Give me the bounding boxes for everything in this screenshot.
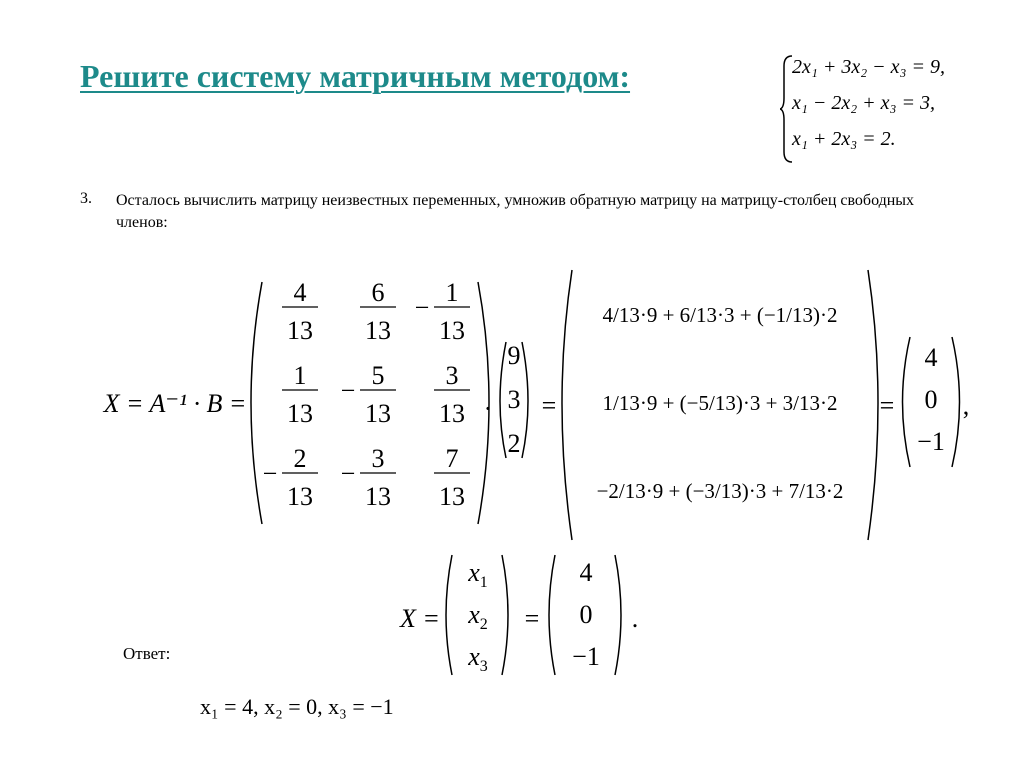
x-result-cell-1: 0 bbox=[579, 600, 593, 629]
inverse-cell-0-2-sign: − bbox=[414, 293, 430, 322]
x-label: X = bbox=[400, 604, 440, 633]
left-paren-icon bbox=[549, 555, 555, 675]
b-vector bbox=[508, 341, 521, 458]
equals-sign: = bbox=[524, 604, 540, 633]
equation-system bbox=[780, 54, 1010, 164]
left-paren-icon bbox=[446, 555, 452, 675]
answer-text: x₁ = 4, x₂ = 0, x₃ = −1 bbox=[200, 694, 394, 719]
main-equation-lhs: X = A⁻¹ · B = bbox=[103, 389, 247, 418]
inverse-cell-2-0-denominator: 13 bbox=[287, 482, 313, 511]
x-result-cell-2: −1 bbox=[572, 642, 600, 671]
x-vector bbox=[467, 558, 488, 675]
product-matrix bbox=[597, 303, 844, 503]
left-paren-icon bbox=[251, 282, 262, 524]
step-number: 3. bbox=[80, 190, 92, 207]
step-text: Осталось вычислить матрицу неизвестных переменных, умножив обратную матрицу на матрицу-столбец свободных членов: bbox=[116, 192, 915, 231]
right-paren-icon bbox=[615, 555, 621, 675]
inverse-cell-2-1-denominator: 13 bbox=[365, 482, 391, 511]
inverse-cell-2-1-numerator: 3 bbox=[371, 444, 385, 473]
x-equation bbox=[380, 545, 660, 685]
inverse-cell-0-0-numerator: 4 bbox=[293, 278, 307, 307]
inverse-cell-1-1-denominator: 13 bbox=[365, 399, 391, 428]
equals-sign: = bbox=[541, 391, 557, 420]
page-title: Решите систему матричным методом: bbox=[80, 58, 631, 94]
answer-label: Ответ: bbox=[123, 644, 171, 663]
b-vector-cell-2: 2 bbox=[507, 429, 521, 458]
result-vector bbox=[917, 343, 945, 456]
product-row-2: −2/13·9 + (−3/13)·3 + 7/13·2 bbox=[596, 479, 844, 503]
b-vector-cell-1: 3 bbox=[507, 385, 521, 414]
system-equation-1: 2x₁ + 3x₂ − x₃ = 9, bbox=[792, 56, 945, 78]
inverse-cell-2-2-denominator: 13 bbox=[439, 482, 465, 511]
system-equation-3: x₁ + 2x₃ = 2. bbox=[792, 128, 896, 150]
product-row-0: 4/13·9 + 6/13·3 + (−1/13)·2 bbox=[602, 303, 838, 327]
inverse-cell-0-1-denominator: 13 bbox=[365, 316, 391, 345]
system-equation-2: x₁ − 2x₂ + x₃ = 3, bbox=[792, 92, 935, 114]
inverse-cell-1-2-denominator: 13 bbox=[439, 399, 465, 428]
inverse-cell-2-2-numerator: 7 bbox=[445, 444, 459, 473]
x-vector-cell-1: $x_2$ bbox=[468, 600, 488, 633]
inverse-cell-2-0-numerator: 2 bbox=[293, 444, 307, 473]
main-equation bbox=[0, 262, 1024, 552]
equals-sign: = bbox=[879, 391, 895, 420]
left-paren-icon bbox=[500, 342, 506, 458]
inverse-cell-0-2-denominator: 13 bbox=[439, 316, 465, 345]
result-cell-0: 4 bbox=[924, 343, 938, 372]
x-result-vector bbox=[572, 558, 600, 671]
product-row-1: 1/13·9 + (−5/13)·3 + 3/13·2 bbox=[602, 391, 838, 415]
inverse-cell-0-1-numerator: 6 bbox=[371, 278, 385, 307]
x-vector-cell-0: $x_1$ bbox=[468, 558, 488, 591]
right-paren-icon bbox=[522, 342, 528, 458]
left-paren-icon bbox=[903, 337, 911, 467]
result-cell-1: 0 bbox=[924, 385, 938, 414]
right-paren-icon bbox=[952, 337, 960, 467]
inverse-matrix bbox=[263, 278, 470, 511]
inverse-cell-0-2-numerator: 1 bbox=[445, 278, 459, 307]
result-cell-2: −1 bbox=[917, 427, 945, 456]
inverse-cell-1-2-numerator: 3 bbox=[445, 361, 459, 390]
inverse-cell-1-0-denominator: 13 bbox=[287, 399, 313, 428]
inverse-cell-1-1-numerator: 5 bbox=[371, 361, 385, 390]
x-result-cell-0: 4 bbox=[579, 558, 593, 587]
inverse-cell-0-0-denominator: 13 bbox=[287, 316, 313, 345]
period: . bbox=[631, 604, 639, 633]
multiply-dot: · bbox=[483, 394, 493, 423]
inverse-cell-1-1-sign: − bbox=[340, 376, 356, 405]
comma: , bbox=[962, 391, 970, 420]
inverse-cell-2-0-sign: − bbox=[262, 459, 278, 488]
inverse-cell-1-0-numerator: 1 bbox=[293, 361, 307, 390]
b-vector-cell-0: 9 bbox=[507, 341, 521, 370]
right-paren-icon bbox=[502, 555, 508, 675]
inverse-cell-2-1-sign: − bbox=[340, 459, 356, 488]
x-vector-cell-2: $x_3$ bbox=[468, 642, 488, 675]
right-paren-icon bbox=[868, 270, 878, 540]
left-paren-icon bbox=[562, 270, 572, 540]
